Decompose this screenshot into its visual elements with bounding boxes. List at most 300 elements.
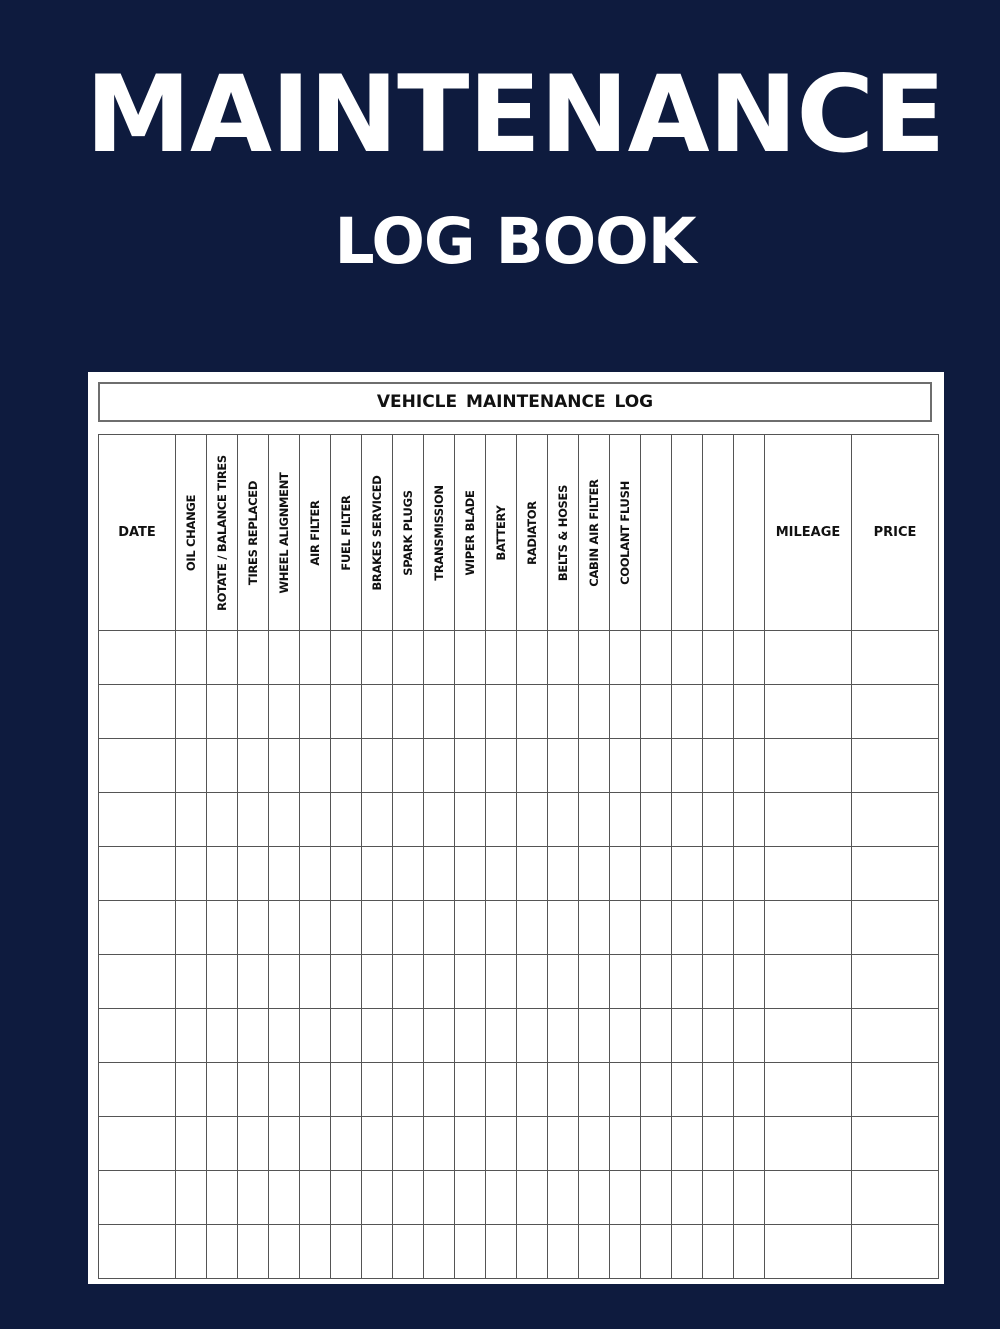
log-cell[interactable] — [207, 847, 238, 901]
log-cell[interactable] — [393, 1063, 424, 1117]
log-cell[interactable] — [579, 1063, 610, 1117]
log-cell[interactable] — [517, 1225, 548, 1279]
log-cell[interactable] — [362, 1225, 393, 1279]
log-cell[interactable] — [176, 631, 207, 685]
log-cell[interactable] — [672, 631, 703, 685]
log-cell[interactable] — [331, 1171, 362, 1225]
log-cell[interactable] — [331, 955, 362, 1009]
log-cell[interactable] — [765, 1171, 852, 1225]
log-cell[interactable] — [579, 1225, 610, 1279]
log-cell[interactable] — [517, 793, 548, 847]
log-cell[interactable] — [765, 685, 852, 739]
log-cell[interactable] — [300, 631, 331, 685]
log-cell[interactable] — [300, 1063, 331, 1117]
log-cell[interactable] — [734, 793, 765, 847]
log-cell[interactable] — [455, 793, 486, 847]
log-cell[interactable] — [579, 1171, 610, 1225]
log-cell[interactable] — [455, 1171, 486, 1225]
log-cell[interactable] — [610, 631, 641, 685]
log-cell[interactable] — [641, 631, 672, 685]
log-cell[interactable] — [672, 1225, 703, 1279]
log-cell[interactable] — [703, 685, 734, 739]
log-cell[interactable] — [852, 1225, 939, 1279]
log-cell[interactable] — [765, 1009, 852, 1063]
log-cell[interactable] — [579, 1117, 610, 1171]
log-cell[interactable] — [486, 685, 517, 739]
column-header-transmission — [424, 435, 455, 631]
log-cell[interactable] — [362, 631, 393, 685]
log-row — [99, 955, 939, 1009]
cover-subtitle: LOG BOOK — [334, 205, 696, 278]
log-cell[interactable] — [486, 1171, 517, 1225]
log-cell[interactable] — [610, 1225, 641, 1279]
log-cell[interactable] — [99, 739, 176, 793]
log-cell[interactable] — [238, 955, 269, 1009]
log-cell[interactable] — [207, 685, 238, 739]
log-cell[interactable] — [765, 1063, 852, 1117]
log-cell[interactable] — [610, 1063, 641, 1117]
log-cell[interactable] — [99, 955, 176, 1009]
log-cell[interactable] — [852, 1009, 939, 1063]
log-cell[interactable] — [517, 631, 548, 685]
log-cell[interactable] — [207, 631, 238, 685]
log-cell[interactable] — [362, 685, 393, 739]
log-cell[interactable] — [703, 1117, 734, 1171]
log-cell[interactable] — [765, 793, 852, 847]
log-cell[interactable] — [300, 739, 331, 793]
log-cell[interactable] — [579, 955, 610, 1009]
log-cell[interactable] — [455, 739, 486, 793]
log-cell[interactable] — [300, 847, 331, 901]
log-cell[interactable] — [176, 955, 207, 1009]
log-cell[interactable] — [176, 1171, 207, 1225]
log-cell[interactable] — [176, 847, 207, 901]
log-cell[interactable] — [548, 1171, 579, 1225]
log-cell[interactable] — [300, 685, 331, 739]
log-cell[interactable] — [703, 847, 734, 901]
log-cell[interactable] — [641, 1225, 672, 1279]
log-cell[interactable] — [424, 955, 455, 1009]
log-cell[interactable] — [579, 739, 610, 793]
log-cell[interactable] — [486, 1009, 517, 1063]
column-label-oil-change: OIL CHANGE — [184, 494, 198, 571]
log-cell[interactable] — [207, 901, 238, 955]
column-label-belts-hoses: BELTS & HOSES — [556, 484, 570, 581]
log-cell[interactable] — [362, 1063, 393, 1117]
log-cell[interactable] — [734, 901, 765, 955]
log-row — [99, 1063, 939, 1117]
log-cell[interactable] — [238, 1009, 269, 1063]
log-cell[interactable] — [455, 1117, 486, 1171]
log-cell[interactable] — [176, 1063, 207, 1117]
log-cell[interactable] — [455, 1009, 486, 1063]
log-cell[interactable] — [734, 847, 765, 901]
log-cell[interactable] — [362, 1171, 393, 1225]
log-cell[interactable] — [641, 1117, 672, 1171]
log-cell[interactable] — [672, 901, 703, 955]
log-cell[interactable] — [672, 1117, 703, 1171]
maintenance-log-table — [98, 434, 939, 1279]
log-title: VEHICLE MAINTENANCE LOG — [376, 392, 654, 412]
log-cell[interactable] — [610, 739, 641, 793]
log-cell[interactable] — [548, 685, 579, 739]
log-cell[interactable] — [300, 1171, 331, 1225]
log-cell[interactable] — [486, 793, 517, 847]
log-cell[interactable] — [238, 1171, 269, 1225]
log-cell[interactable] — [393, 631, 424, 685]
log-cell[interactable] — [362, 901, 393, 955]
column-header-fuel-filter — [331, 435, 362, 631]
log-cell[interactable] — [300, 1117, 331, 1171]
log-cell[interactable] — [99, 1171, 176, 1225]
header-row — [99, 435, 939, 631]
column-label-price: PRICE — [873, 525, 917, 540]
log-cell[interactable] — [672, 739, 703, 793]
log-cell[interactable] — [610, 1117, 641, 1171]
column-header-price — [852, 435, 939, 631]
column-header-air-filter — [300, 435, 331, 631]
log-cell[interactable] — [393, 901, 424, 955]
log-cell[interactable] — [238, 631, 269, 685]
log-cell[interactable] — [455, 901, 486, 955]
log-cell[interactable] — [765, 739, 852, 793]
log-cell[interactable] — [331, 793, 362, 847]
log-cell[interactable] — [300, 901, 331, 955]
log-cell[interactable] — [765, 631, 852, 685]
log-cell[interactable] — [486, 1063, 517, 1117]
log-cell[interactable] — [99, 685, 176, 739]
log-cell[interactable] — [517, 1171, 548, 1225]
column-label-date: DATE — [118, 525, 156, 540]
log-cell[interactable] — [99, 1009, 176, 1063]
log-cell[interactable] — [207, 1171, 238, 1225]
log-cell[interactable] — [672, 1171, 703, 1225]
log-cell[interactable] — [207, 955, 238, 1009]
log-cell[interactable] — [207, 1009, 238, 1063]
log-cell[interactable] — [176, 1009, 207, 1063]
log-cell[interactable] — [331, 685, 362, 739]
log-cell[interactable] — [99, 631, 176, 685]
log-cell[interactable] — [331, 847, 362, 901]
log-cell[interactable] — [269, 739, 300, 793]
log-cell[interactable] — [455, 955, 486, 1009]
log-cell[interactable] — [238, 685, 269, 739]
log-cell[interactable] — [703, 1171, 734, 1225]
log-cell[interactable] — [455, 631, 486, 685]
log-cell[interactable] — [238, 901, 269, 955]
log-cell[interactable] — [424, 739, 455, 793]
log-cell[interactable] — [579, 685, 610, 739]
log-cell[interactable] — [852, 847, 939, 901]
log-cell[interactable] — [269, 901, 300, 955]
log-cell[interactable] — [672, 793, 703, 847]
log-cell[interactable] — [672, 1009, 703, 1063]
log-cell[interactable] — [610, 901, 641, 955]
log-cell[interactable] — [424, 1117, 455, 1171]
log-cell[interactable] — [99, 1225, 176, 1279]
log-cell[interactable] — [207, 1225, 238, 1279]
log-cell[interactable] — [641, 1063, 672, 1117]
log-cell[interactable] — [852, 685, 939, 739]
column-header-brakes-serviced — [362, 435, 393, 631]
log-cell[interactable] — [734, 739, 765, 793]
log-cell[interactable] — [765, 847, 852, 901]
log-cell[interactable] — [300, 793, 331, 847]
log-cell[interactable] — [703, 1063, 734, 1117]
log-cell[interactable] — [517, 1009, 548, 1063]
log-cell[interactable] — [610, 955, 641, 1009]
log-cell[interactable] — [734, 1009, 765, 1063]
column-header-tires-replaced — [238, 435, 269, 631]
column-label-cabin-air-filter: CABIN AIR FILTER — [587, 478, 601, 587]
log-row — [99, 1171, 939, 1225]
column-header-blank-2 — [672, 435, 703, 631]
log-cell[interactable] — [703, 1225, 734, 1279]
log-cell[interactable] — [517, 847, 548, 901]
log-cell[interactable] — [269, 631, 300, 685]
log-cell[interactable] — [641, 793, 672, 847]
log-cell[interactable] — [548, 631, 579, 685]
log-cell[interactable] — [852, 1171, 939, 1225]
log-cell[interactable] — [362, 793, 393, 847]
log-cell[interactable] — [579, 1009, 610, 1063]
log-cell[interactable] — [424, 1171, 455, 1225]
log-cell[interactable] — [238, 739, 269, 793]
log-row — [99, 1117, 939, 1171]
log-cell[interactable] — [176, 901, 207, 955]
log-cell[interactable] — [703, 901, 734, 955]
log-cell[interactable] — [486, 1117, 517, 1171]
log-cell[interactable] — [99, 901, 176, 955]
column-header-radiator — [517, 435, 548, 631]
log-row — [99, 793, 939, 847]
log-cell[interactable] — [734, 631, 765, 685]
log-cell[interactable] — [641, 685, 672, 739]
log-cell[interactable] — [393, 1117, 424, 1171]
log-cell[interactable] — [176, 793, 207, 847]
log-cell[interactable] — [852, 739, 939, 793]
log-row — [99, 631, 939, 685]
log-cell[interactable] — [852, 631, 939, 685]
log-cell[interactable] — [610, 1009, 641, 1063]
column-label-fuel-filter: FUEL FILTER — [339, 494, 353, 571]
log-cell[interactable] — [765, 1225, 852, 1279]
log-cell[interactable] — [99, 1117, 176, 1171]
log-cell[interactable] — [300, 1009, 331, 1063]
column-label-wheel-alignment: WHEEL ALIGNMENT — [277, 471, 291, 594]
column-header-wheel-alignment — [269, 435, 300, 631]
column-header-date — [99, 435, 176, 631]
log-cell[interactable] — [424, 631, 455, 685]
log-cell[interactable] — [548, 1009, 579, 1063]
log-cell[interactable] — [517, 1063, 548, 1117]
log-cell[interactable] — [331, 1225, 362, 1279]
log-cell[interactable] — [579, 901, 610, 955]
log-cell[interactable] — [207, 1063, 238, 1117]
log-cell[interactable] — [238, 847, 269, 901]
log-cell[interactable] — [424, 847, 455, 901]
log-cell[interactable] — [641, 1009, 672, 1063]
log-cell[interactable] — [331, 901, 362, 955]
log-cell[interactable] — [362, 1009, 393, 1063]
log-cell[interactable] — [852, 1117, 939, 1171]
log-cell[interactable] — [765, 955, 852, 1009]
log-cell[interactable] — [548, 1063, 579, 1117]
column-label-mileage: MILEAGE — [775, 525, 841, 540]
log-cell[interactable] — [486, 901, 517, 955]
log-row — [99, 1225, 939, 1279]
log-cell[interactable] — [610, 793, 641, 847]
log-cell[interactable] — [362, 739, 393, 793]
log-cell[interactable] — [579, 631, 610, 685]
log-cell[interactable] — [548, 793, 579, 847]
log-cell[interactable] — [176, 1225, 207, 1279]
log-cell[interactable] — [176, 1117, 207, 1171]
log-cell[interactable] — [269, 793, 300, 847]
log-title-box — [98, 382, 932, 422]
log-cell[interactable] — [579, 793, 610, 847]
log-cell[interactable] — [269, 1117, 300, 1171]
column-header-spark-plugs — [393, 435, 424, 631]
log-cell[interactable] — [765, 901, 852, 955]
log-cell[interactable] — [207, 793, 238, 847]
log-cell[interactable] — [641, 847, 672, 901]
log-cell[interactable] — [734, 685, 765, 739]
log-cell[interactable] — [486, 955, 517, 1009]
log-cell[interactable] — [331, 631, 362, 685]
log-cell[interactable] — [517, 955, 548, 1009]
log-cell[interactable] — [610, 847, 641, 901]
log-cell[interactable] — [269, 685, 300, 739]
log-cell[interactable] — [703, 739, 734, 793]
log-cell[interactable] — [362, 1117, 393, 1171]
log-cell[interactable] — [455, 847, 486, 901]
log-cell[interactable] — [641, 955, 672, 1009]
log-cell[interactable] — [517, 1117, 548, 1171]
log-cell[interactable] — [424, 793, 455, 847]
log-cell[interactable] — [765, 1117, 852, 1171]
log-cell[interactable] — [852, 901, 939, 955]
log-cell[interactable] — [300, 955, 331, 1009]
log-cell[interactable] — [672, 847, 703, 901]
log-cell[interactable] — [238, 1225, 269, 1279]
log-cell[interactable] — [548, 1117, 579, 1171]
log-cell[interactable] — [734, 1171, 765, 1225]
log-cell[interactable] — [393, 793, 424, 847]
log-cell[interactable] — [99, 793, 176, 847]
log-cell[interactable] — [455, 1063, 486, 1117]
column-label-rotate-balance-tires: ROTATE / BALANCE TIRES — [215, 454, 229, 611]
log-cell[interactable] — [517, 685, 548, 739]
log-cell[interactable] — [207, 739, 238, 793]
log-cell[interactable] — [455, 685, 486, 739]
log-cell[interactable] — [486, 631, 517, 685]
log-cell[interactable] — [486, 1225, 517, 1279]
log-cell[interactable] — [362, 847, 393, 901]
log-cell[interactable] — [393, 1009, 424, 1063]
log-cell[interactable] — [393, 1171, 424, 1225]
log-cell[interactable] — [641, 1171, 672, 1225]
log-cell[interactable] — [176, 685, 207, 739]
log-cell[interactable] — [734, 1117, 765, 1171]
log-cell[interactable] — [393, 847, 424, 901]
log-cell[interactable] — [99, 847, 176, 901]
log-cell[interactable] — [734, 955, 765, 1009]
log-cell[interactable] — [269, 1063, 300, 1117]
log-cell[interactable] — [424, 1063, 455, 1117]
log-cell[interactable] — [548, 901, 579, 955]
log-cell[interactable] — [393, 685, 424, 739]
log-cell[interactable] — [424, 1225, 455, 1279]
log-cell[interactable] — [517, 901, 548, 955]
log-cell[interactable] — [362, 955, 393, 1009]
log-cell[interactable] — [238, 793, 269, 847]
log-cell[interactable] — [852, 793, 939, 847]
log-cell[interactable] — [393, 955, 424, 1009]
log-cell[interactable] — [672, 1063, 703, 1117]
log-cell[interactable] — [269, 847, 300, 901]
log-cell[interactable] — [734, 1063, 765, 1117]
column-header-cabin-air-filter — [579, 435, 610, 631]
log-cell[interactable] — [331, 1063, 362, 1117]
log-cell[interactable] — [703, 1009, 734, 1063]
log-cell[interactable] — [238, 1117, 269, 1171]
log-cell[interactable] — [393, 1225, 424, 1279]
log-cell[interactable] — [269, 1009, 300, 1063]
log-cell[interactable] — [641, 739, 672, 793]
column-header-belts-hoses — [548, 435, 579, 631]
log-cell[interactable] — [424, 685, 455, 739]
column-header-blank-3 — [703, 435, 734, 631]
log-cell[interactable] — [99, 1063, 176, 1117]
log-cell[interactable] — [424, 901, 455, 955]
log-cell[interactable] — [852, 1063, 939, 1117]
log-cell[interactable] — [579, 847, 610, 901]
log-cell[interactable] — [548, 955, 579, 1009]
log-cell[interactable] — [548, 1225, 579, 1279]
log-cell[interactable] — [393, 739, 424, 793]
log-cell[interactable] — [672, 685, 703, 739]
log-cell[interactable] — [734, 1225, 765, 1279]
log-cell[interactable] — [300, 1225, 331, 1279]
log-cell[interactable] — [269, 955, 300, 1009]
log-cell[interactable] — [610, 1171, 641, 1225]
log-cell[interactable] — [703, 631, 734, 685]
log-cell[interactable] — [331, 739, 362, 793]
log-cell[interactable] — [641, 901, 672, 955]
log-cell[interactable] — [331, 1009, 362, 1063]
log-cell[interactable] — [548, 739, 579, 793]
log-cell[interactable] — [486, 739, 517, 793]
log-cell[interactable] — [852, 955, 939, 1009]
column-header-oil-change — [176, 435, 207, 631]
log-cell[interactable] — [176, 739, 207, 793]
log-cell[interactable] — [331, 1117, 362, 1171]
log-cell[interactable] — [238, 1063, 269, 1117]
log-cell[interactable] — [672, 955, 703, 1009]
log-cell[interactable] — [610, 685, 641, 739]
log-cell[interactable] — [424, 1009, 455, 1063]
log-cell[interactable] — [548, 847, 579, 901]
log-cell[interactable] — [269, 1171, 300, 1225]
log-cell[interactable] — [703, 793, 734, 847]
log-cell[interactable] — [486, 847, 517, 901]
log-cell[interactable] — [455, 1225, 486, 1279]
log-cell[interactable] — [703, 955, 734, 1009]
log-cell[interactable] — [517, 739, 548, 793]
log-cell[interactable] — [207, 1117, 238, 1171]
log-cell[interactable] — [269, 1225, 300, 1279]
